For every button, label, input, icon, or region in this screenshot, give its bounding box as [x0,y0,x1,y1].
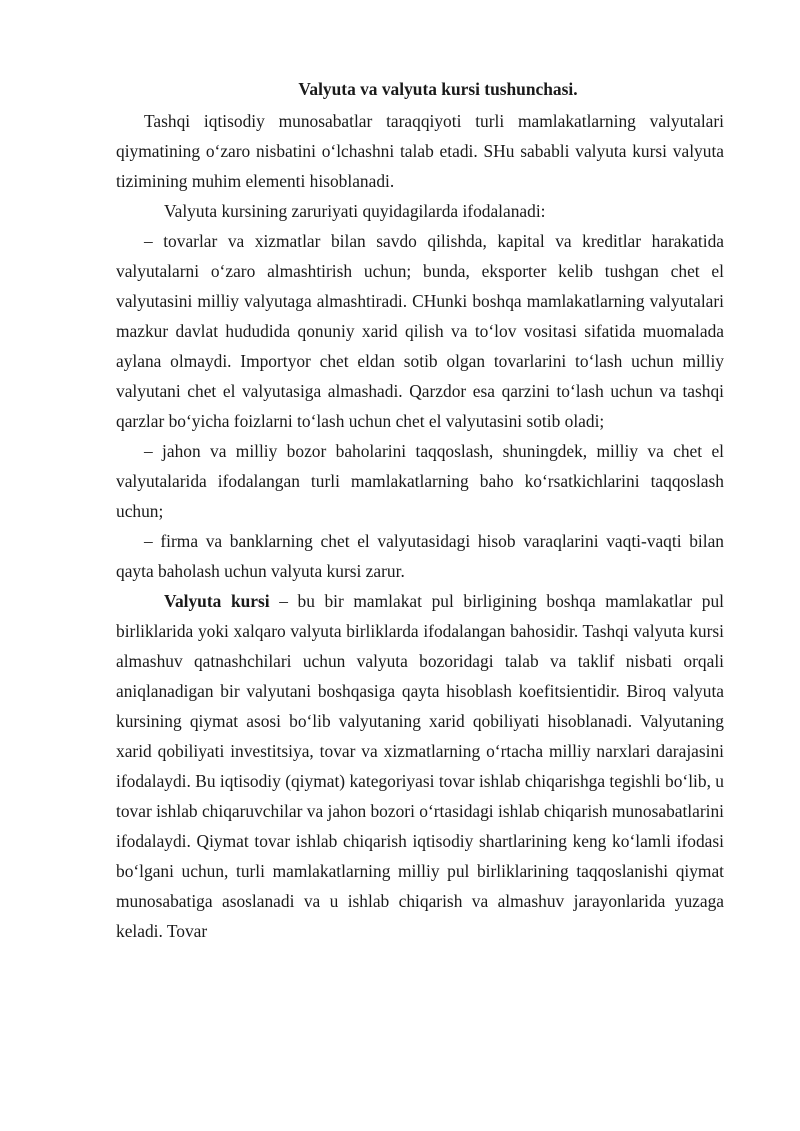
definition-text: – bu bir mamlakat pul birligining boshqa mamlakatlar pul birliklarida yoki xalqaro valyuta birliklarda ifodalangan bahosidir. Tashqi valyuta kursi almashuv qatnashchilari uchun valyuta bozoridagi talab va taklif nisbati orqali aniqlanadigan bir valyutani boshqasiga qayta hisoblash koefitsientidir. Biroq valyuta kursining qiymat asosi bo‘lib valyutaning xarid qobiliyati hisoblanadi. Valyutaning xarid qobiliyati investitsiya, tovar va xizmatlarning o‘rtacha milliy narxlari darajasini ifodalaydi. Bu iqtisodiy (qiymat) kategoriyasi tovar ishlab chiqarishga tegishli bo‘lib, u tovar ishlab chiqaruvchilar va jahon bozori o‘rtasidagi ishlab chiqarish munosabatlarini ifodalaydi. Qiymat tovar ishlab chiqarish iqtisodiy shartlarining keng ko‘lamli ifodasi bo‘lgani uchun, turli mamlakatlarning milliy pul birliklarining taqqoslanishi qiymat munosabatiga asoslanadi va u ishlab chiqarish va almashuv jarayonlarida yuzaga keladi. Tovar [116,591,725,941]
definition-term: Valyuta kursi [164,591,270,611]
document-page [116,74,724,946]
paragraph-intro: Tashqi iqtisodiy munosabatlar taraqqiyoti turli mamlakatlarning valyutalari qiymatining o‘zaro nisbatini o‘lchashni talab etadi. SHu sababli valyuta kursi valyuta tizimining muhim elementi hisoblanadi. [116,111,724,191]
list-item-revaluation: – firma va banklarning chet el valyutasidagi hisob varaqlarini vaqti-vaqti bilan qayta baholash uchun valyuta kursi zarur. [116,531,724,581]
list-item-price-comparison: – jahon va milliy bozor baholarini taqqoslash, shuningdek, milliy va chet el valyutalarida ifodalangan turli mamlakatlarning baho ko‘rsatkichlarini taqqoslash uchun; [116,441,724,521]
paragraph-necessity: Valyuta kursining zaruriyati quyidagilarda ifodalanadi: [164,201,546,221]
list-item-exchange: – tovarlar va xizmatlar bilan savdo qilishda, kapital va kreditlar harakatida valyutalarni o‘zaro almashtirish uchun; bunda, eksporter kelib tushgan chet el valyutasini milliy valyutaga almashtiradi. CHunki boshqa mamlakatlarning valyutalari mazkur davlat hududida qonuniy xarid qilish va to‘lov vositasi sifatida muomalada aylana olmaydi. Importyor chet eldan sotib olgan tovarlarini to‘lash uchun milliy valyutani chet el valyutasiga almashadi. Qarzdor esa qarzini to‘lash uchun va tashqi qarzlar bo‘yicha foizlarni to‘lash uchun chet el valyutasini sotib oladi; [116,231,724,431]
document-title: Valyuta va valyuta kursi tushunchasi. [298,79,578,99]
paragraph-definition [116,586,724,946]
